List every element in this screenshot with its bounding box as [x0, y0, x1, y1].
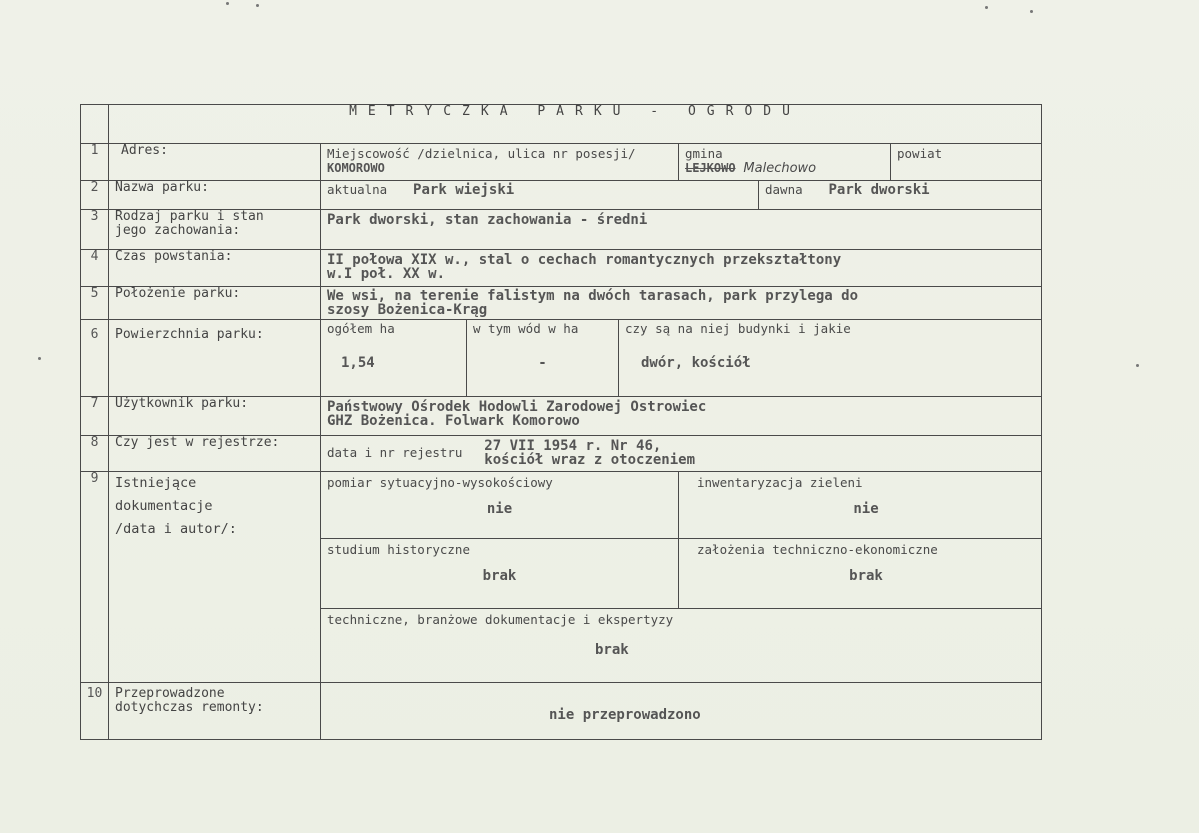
historical-study-value: brak — [482, 568, 517, 585]
area-water-cell — [467, 320, 619, 397]
row-creation-time — [81, 250, 1042, 287]
row-number: 6 — [81, 320, 109, 397]
paper-speck — [1136, 364, 1139, 367]
park-type-label-line2: jego zachowania: — [115, 223, 241, 239]
register-value-block — [484, 439, 695, 467]
user-label — [109, 397, 321, 436]
heading-row — [81, 105, 1042, 144]
park-name-current-cell — [321, 181, 759, 210]
card-title — [109, 105, 1042, 144]
documentation-label-line3: /data i autor/: — [115, 521, 237, 538]
repairs-label — [109, 683, 321, 740]
area-water-value: - — [538, 355, 547, 371]
area-total-caption: ogółem ha — [327, 321, 395, 336]
user-value-line1: Państwowy Ośrodek Hodowli Zarodowej Ostrowiec — [327, 399, 707, 416]
repairs-label-line2: dotychczas remonty: — [115, 700, 264, 716]
gmina-caption: gmina — [685, 145, 723, 161]
register-value-cell — [321, 435, 1042, 472]
location-label-text: Położenie parku: — [115, 286, 241, 301]
technical-economic-cell — [679, 539, 1042, 609]
creation-time-value-line1: II połowa XIX w., stal o cechach romantycznych przekształtony — [327, 252, 842, 269]
technical-expertise-caption: techniczne, branżowe dokumentacje i ekspertyzy — [327, 612, 674, 628]
area-total-cell — [321, 320, 467, 397]
creation-time-value-line2: w.I poł. XX w. — [327, 266, 446, 283]
user-value-cell — [321, 397, 1042, 436]
technical-expertise-cell — [321, 609, 1042, 683]
greenery-inventory-caption: inwentaryzacja zieleni — [697, 475, 863, 491]
area-water-caption: w tym wód w ha — [473, 321, 579, 336]
row-repairs — [81, 683, 1042, 740]
park-name-label — [109, 181, 321, 210]
repairs-value: nie przeprowadzono — [549, 707, 701, 724]
greenery-inventory-cell — [679, 472, 1042, 539]
technical-economic-value: brak — [849, 568, 883, 585]
repairs-label-line1: Przeprowadzone — [115, 686, 225, 702]
powiat-caption: powiat — [897, 145, 943, 161]
paper-speck — [1030, 10, 1033, 13]
park-type-label-line1: Rodzaj parku i stan — [115, 209, 264, 225]
register-caption: data i nr rejestru — [327, 445, 463, 461]
park-type-value-cell — [321, 210, 1042, 250]
technical-expertise-value: brak — [595, 642, 629, 659]
survey-cell — [321, 472, 679, 539]
current-name-value: Park wiejski — [413, 182, 515, 199]
location-value-cell — [321, 286, 1042, 319]
park-name-label-text: Nazwa parku: — [115, 180, 209, 196]
row-number: 2 — [81, 181, 109, 210]
documentation-label-line1: Istniejące — [115, 475, 197, 492]
location-value-line1: We wsi, na terenie falistym na dwóch tarasach, park przylega do — [327, 287, 859, 304]
address-label — [109, 143, 321, 181]
area-buildings-value: dwór, kościół — [641, 355, 751, 371]
gmina-struck-value: LEJKOWO — [685, 160, 736, 175]
current-name-caption: aktualna — [327, 182, 388, 198]
row-number: 4 — [81, 250, 109, 287]
repairs-value-cell — [321, 683, 1042, 740]
creation-time-value-cell — [321, 250, 1042, 287]
locality-value: KOMOROWO — [327, 160, 385, 175]
documentation-label — [109, 472, 321, 683]
area-total-value: 1,54 — [341, 355, 375, 371]
powiat-cell — [891, 143, 1042, 181]
paper-speck — [38, 357, 41, 360]
greenery-inventory-value: nie — [853, 501, 879, 518]
locality-caption: Miejscowość /dzielnica, ulica nr posesji/ — [327, 145, 636, 161]
register-label-text: Czy jest w rejestrze: — [115, 435, 280, 450]
row-number: 7 — [81, 397, 109, 436]
location-value-line2: szosy Bożenica-Krąg — [327, 301, 488, 318]
row-park-name — [81, 181, 1042, 210]
documentation-label-line2: dokumentacje — [115, 498, 213, 515]
paper-speck — [985, 6, 988, 9]
row-address — [81, 143, 1042, 181]
register-label — [109, 435, 321, 472]
row-number: 1 — [81, 143, 109, 181]
row-number: 3 — [81, 210, 109, 250]
row-park-type — [81, 210, 1042, 250]
historical-study-caption: studium historyczne — [327, 542, 470, 558]
historical-study-cell — [321, 539, 679, 609]
user-value-line2: GHZ Bożenica. Folwark Komorowo — [327, 413, 580, 430]
park-name-former-cell — [759, 181, 1042, 210]
heading-num-cell — [81, 105, 109, 144]
gmina-handwritten-value: Malechowo — [743, 160, 817, 176]
paper-speck — [256, 4, 259, 7]
gmina-cell — [679, 143, 891, 181]
former-name-value: Park dworski — [828, 182, 930, 199]
row-location — [81, 286, 1042, 319]
row-register — [81, 435, 1042, 472]
paper-speck — [226, 2, 229, 5]
row-number: 5 — [81, 286, 109, 319]
row-number: 9 — [81, 472, 109, 683]
survey-value: nie — [486, 501, 513, 518]
row-user — [81, 397, 1042, 436]
row-number: 10 — [81, 683, 109, 740]
location-label — [109, 286, 321, 319]
creation-time-label-text: Czas powstania: — [115, 249, 233, 265]
card-title-text: METRYCZKA PARKU - OGRODU — [349, 104, 801, 119]
row-number: 8 — [81, 435, 109, 472]
address-locality-cell — [321, 143, 679, 181]
park-record-card — [80, 104, 1042, 740]
area-label-text: Powierzchnia parku: — [115, 327, 264, 342]
park-type-value: Park dworski, stan zachowania - średni — [327, 212, 648, 229]
survey-caption: pomiar sytuacyjno-wysokościowy — [327, 475, 553, 491]
row-area — [81, 320, 1042, 397]
register-value-line2: kościół wraz z otoczeniem — [484, 452, 696, 469]
area-label — [109, 320, 321, 397]
creation-time-label — [109, 250, 321, 287]
address-label-text: Adres: — [121, 143, 168, 158]
area-buildings-caption: czy są na niej budynki i jakie — [625, 321, 851, 336]
user-label-text: Użytkownik parku: — [115, 396, 249, 412]
former-name-caption: dawna — [765, 182, 803, 198]
park-type-label — [109, 210, 321, 250]
area-buildings-cell — [619, 320, 1042, 397]
register-value-line1: 27 VII 1954 r. Nr 46, — [484, 438, 662, 455]
row-documentation-a — [81, 472, 1042, 539]
technical-economic-caption: założenia techniczno-ekonomiczne — [697, 542, 938, 558]
